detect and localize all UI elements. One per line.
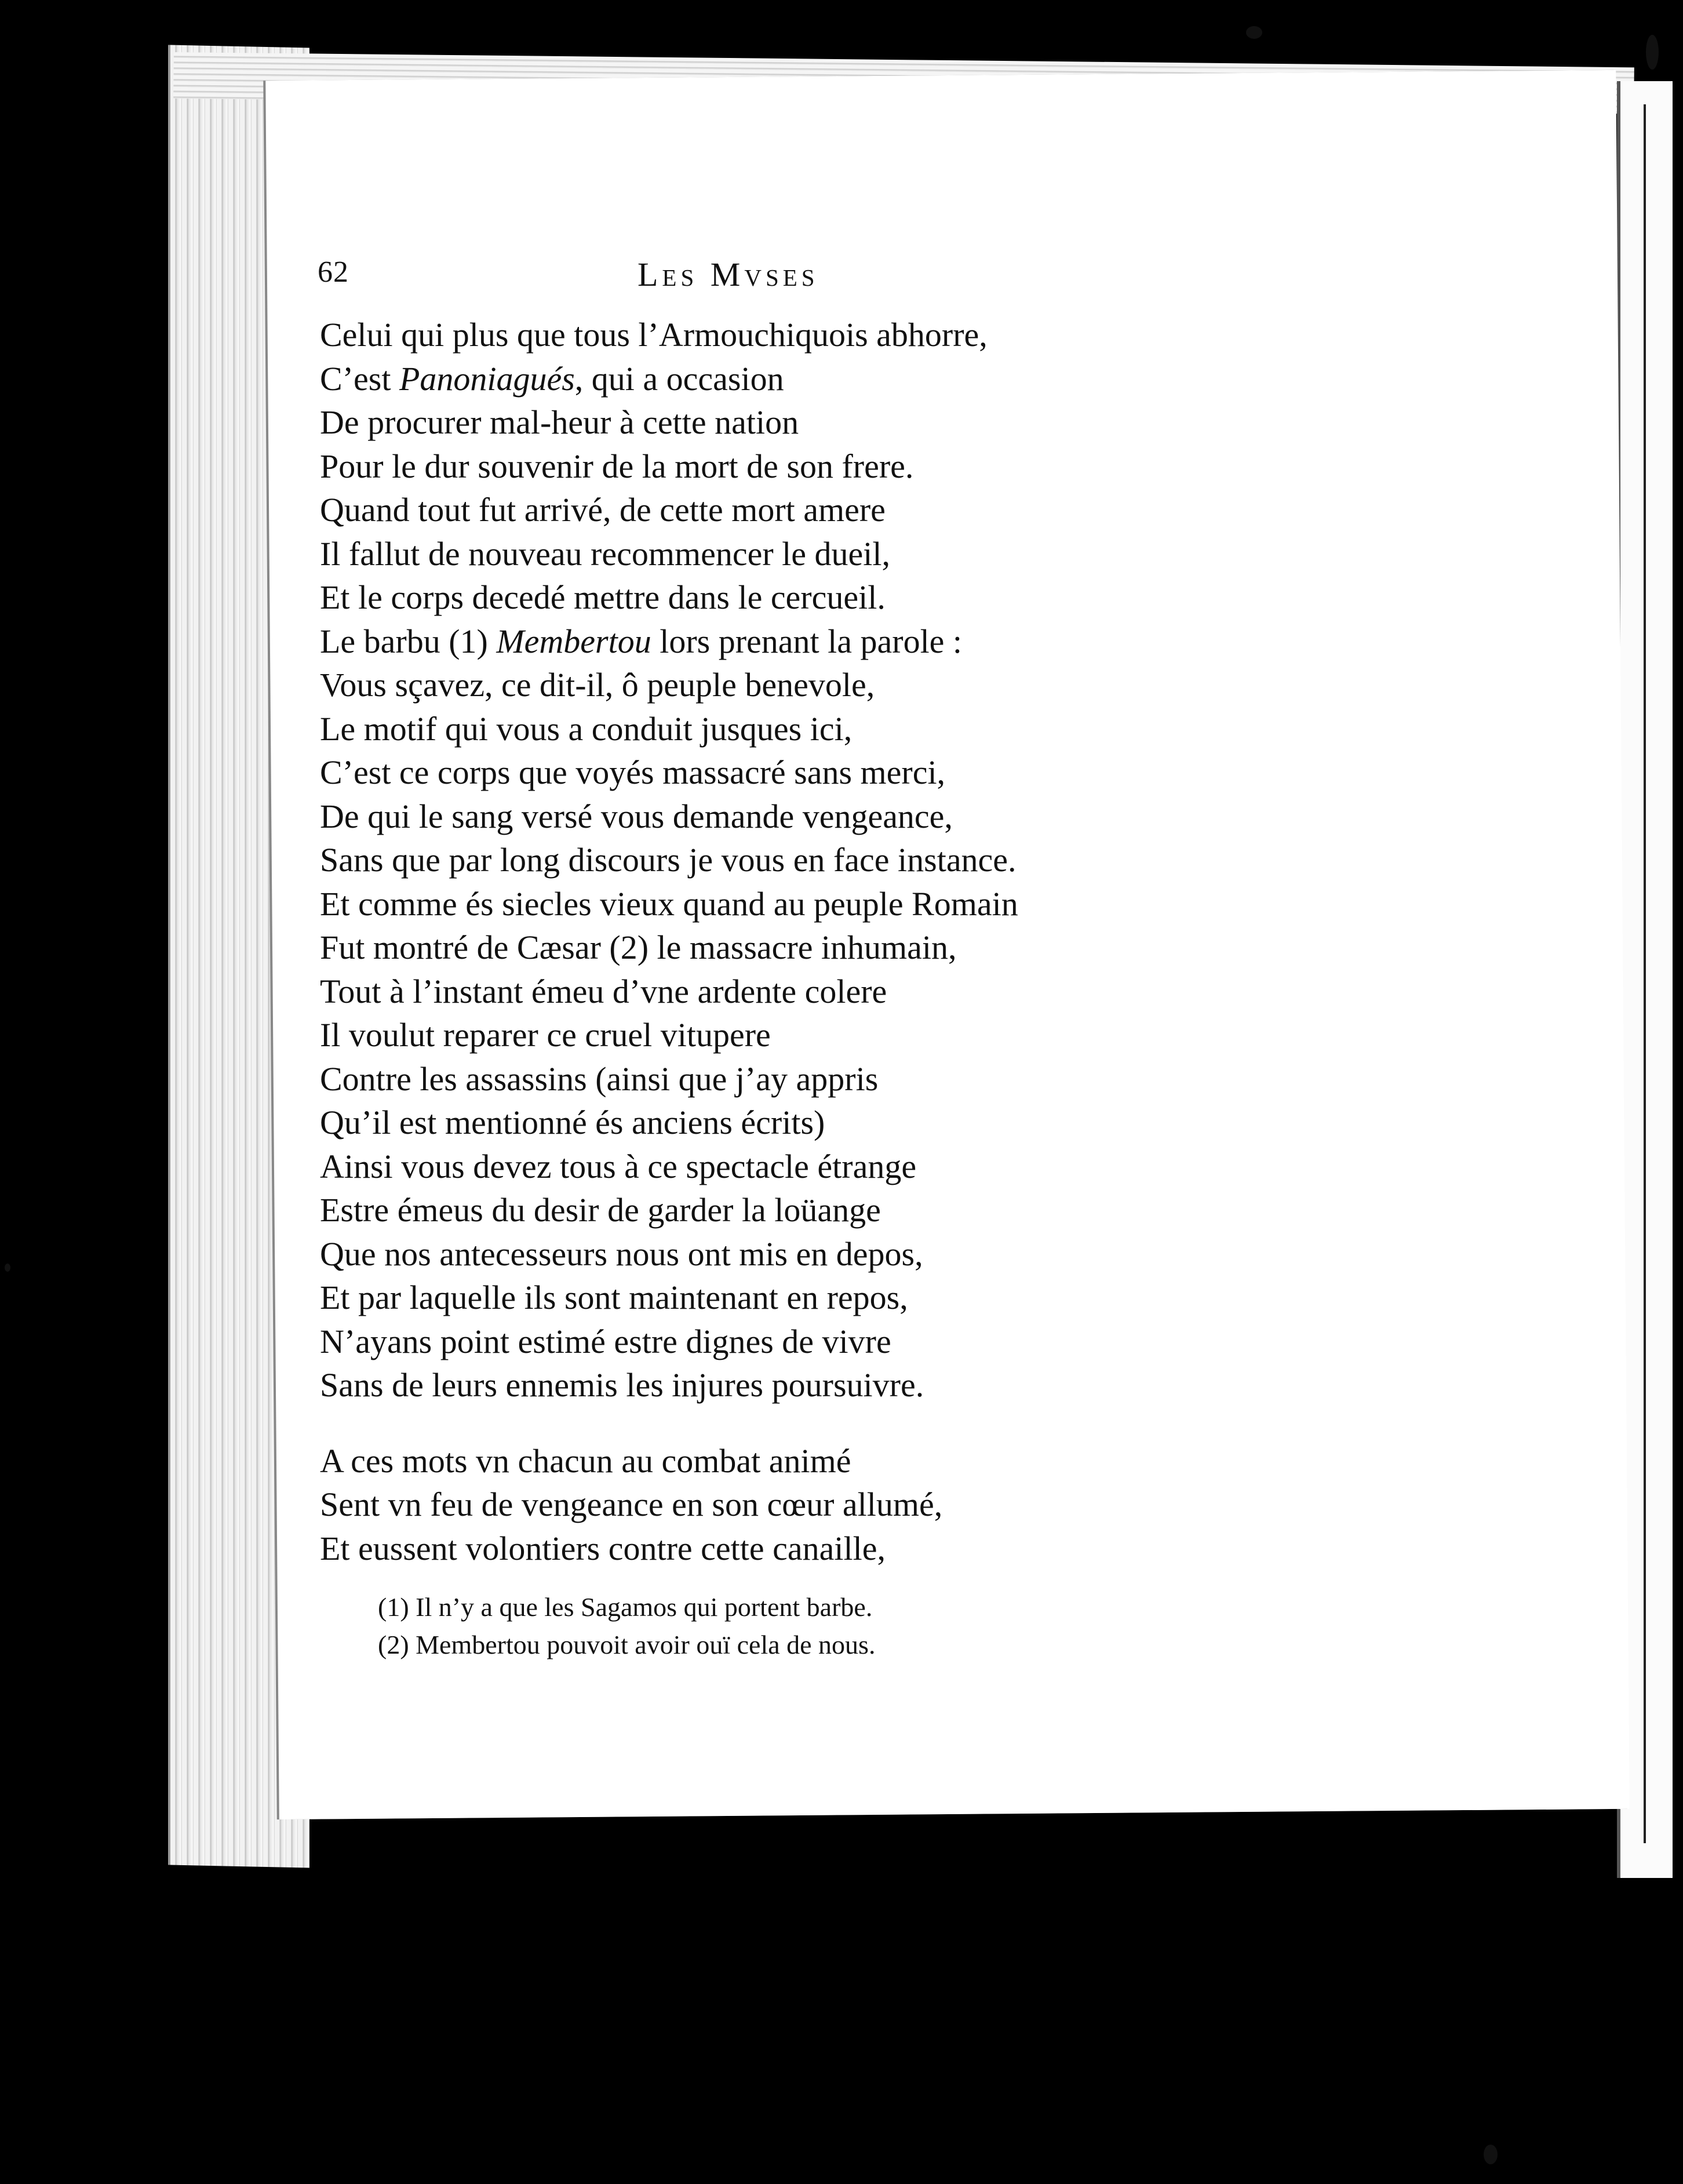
verse-line: Quand tout fut arrivé, de cette mort amere bbox=[320, 491, 886, 529]
footnote: (2) Membertou pouvoit avoir ouï cela de nous. bbox=[378, 1630, 876, 1659]
page-header bbox=[318, 255, 955, 307]
verse-line: Et le corps decedé mettre dans le cercueil. bbox=[320, 578, 886, 616]
scan-speck bbox=[5, 1264, 10, 1272]
proper-name-italic: Membertou bbox=[496, 622, 651, 660]
verse-line bbox=[320, 357, 1018, 401]
verse-line: Tout à l’instant émeu d’vne ardente colere bbox=[320, 972, 887, 1010]
verse-line: Le motif qui vous a conduit jusques ici, bbox=[320, 709, 853, 748]
verse-line: Qu’il est mentionné és anciens écrits) bbox=[320, 1104, 825, 1141]
verse-line: Celui qui plus que tous l’Armouchiquois abhorre, bbox=[320, 316, 988, 354]
stanza-break bbox=[320, 1407, 1018, 1439]
verse-line: De procurer mal-heur à cette nation bbox=[320, 403, 799, 441]
verse-line: Et eussent volontiers contre cette canaille, bbox=[320, 1529, 886, 1567]
verse-line: Sent vn feu de vengeance en son cœur allumé, bbox=[320, 1486, 943, 1523]
verse-line: De qui le sang versé vous demande vengeance, bbox=[320, 797, 953, 835]
proper-name-italic: Panoniagués bbox=[399, 359, 575, 398]
poem-text bbox=[320, 313, 1018, 1570]
verse-line: Vous sçavez, ce dit-il, ô peuple benevole, bbox=[320, 666, 875, 704]
verse-line: Et comme és siecles vieux quand au peuple Romain bbox=[320, 884, 1018, 923]
verse-line: C’est ce corps que voyés massacré sans merci, bbox=[320, 754, 946, 791]
verse-line: A ces mots vn chacun au combat animé bbox=[320, 1442, 851, 1480]
footnote: (1) Il n’y a que les Sagamos qui portent barbe. bbox=[378, 1592, 873, 1622]
footnotes bbox=[378, 1588, 875, 1664]
verse-line bbox=[320, 620, 1018, 664]
running-title: Les Mvses bbox=[638, 256, 819, 293]
verse-text: Le barbu (1) bbox=[320, 622, 497, 660]
verse-line: Et par laquelle ils sont maintenant en repos, bbox=[320, 1279, 908, 1316]
verse-line: Que nos antecesseurs nous ont mis en depos, bbox=[320, 1235, 923, 1273]
verse-line: N’ayans point estimé estre dignes de vivre bbox=[320, 1322, 891, 1360]
verse-line: Fut montré de Cæsar (2) le massacre inhumain, bbox=[320, 929, 957, 966]
verse-line: Estre émeus du desir de garder la loüange bbox=[320, 1191, 881, 1229]
scan-speck bbox=[1646, 35, 1659, 70]
verse-line: Pour le dur souvenir de la mort de son frere. bbox=[320, 447, 914, 485]
verse-line: Sans de leurs ennemis les injures poursuivre. bbox=[320, 1366, 924, 1404]
verse-line: Contre les assassins (ainsi que j’ay appris bbox=[320, 1060, 879, 1098]
verse-text: lors prenant la parole : bbox=[651, 622, 963, 660]
scan-speck bbox=[1484, 2145, 1498, 2164]
verse-line: Il fallut de nouveau recommencer le dueil, bbox=[320, 534, 890, 573]
scan-speck bbox=[1246, 26, 1262, 39]
verse-line: Il voulut reparer ce cruel vitupere bbox=[320, 1016, 771, 1054]
verse-text: , qui a occasion bbox=[574, 359, 784, 398]
verse-line: Ainsi vous devez tous à ce spectacle étrange bbox=[320, 1147, 917, 1185]
verse-text: C’est bbox=[320, 359, 399, 398]
page-number: 62 bbox=[318, 256, 349, 289]
verse-line: Sans que par long discours je vous en face instance. bbox=[320, 841, 1017, 879]
